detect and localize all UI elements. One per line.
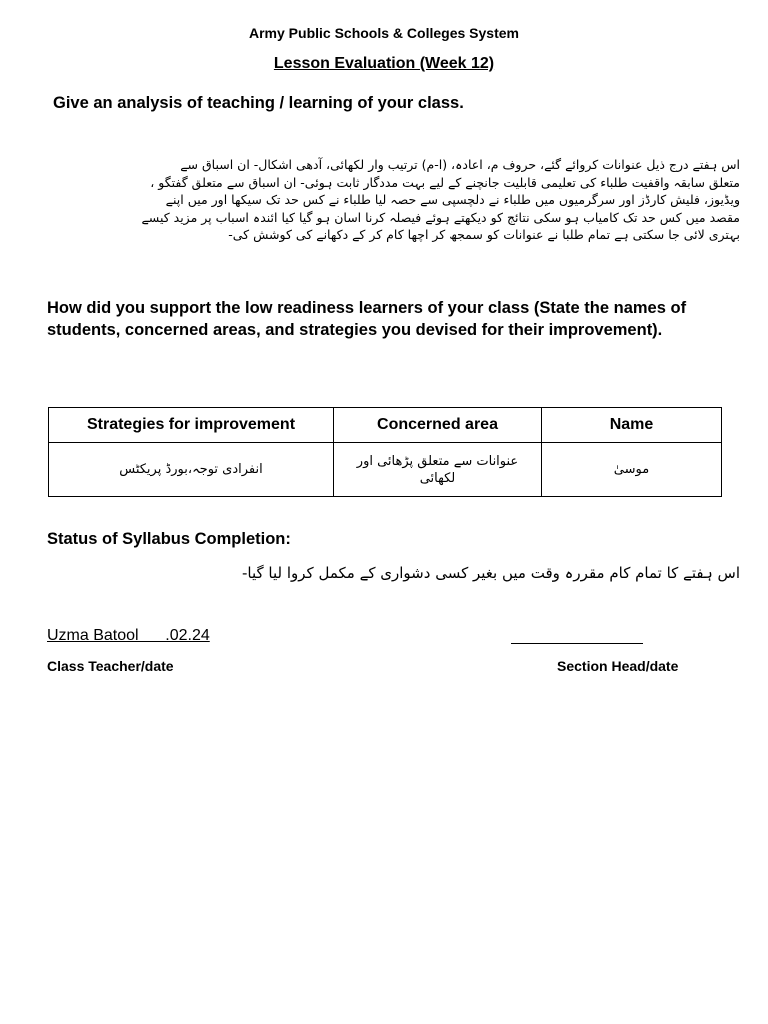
table-header-row	[49, 408, 722, 443]
teacher-name-date: Uzma Batool .02.24	[47, 627, 210, 644]
support-question: How did you support the low readiness learners of your class (State the names of students, concerned areas, and strategies you devised for their improvement).	[47, 299, 687, 339]
strategies-table	[48, 407, 722, 497]
analysis-answer	[45, 156, 740, 244]
column-header-strategies: Strategies for improvement	[49, 408, 334, 443]
analysis-line: اس ہفتے درج ذیل عنوانات کروائے گئے، حروف م، اعادہ، (ا-م) ترتیب وار لکھائی، آدھی اشکال- ان اسباق سے	[180, 157, 740, 172]
table-row	[49, 443, 722, 497]
analysis-question: Give an analysis of teaching / learning of your class.	[53, 94, 464, 112]
analysis-line: متعلق سابقہ واقفیت طلباء کی تعلیمی قابلیت جانچنے کے لیے بہت مددگار ثابت ہوئی- ان اسباق سے متعلق گفتگو ،	[150, 174, 740, 190]
class-teacher-label: Class Teacher/date	[47, 658, 174, 674]
cell-concerned-area: عنوانات سے متعلق پڑھائی اور لکھائی	[334, 443, 542, 497]
syllabus-status-label: Status of Syllabus Completion:	[47, 530, 291, 548]
analysis-line: مقصد میں کس حد تک کامیاب ہو سکی نتائج کو دیکھتے ہوئے فیصلہ کرنا اسان ہو گیا کیا ائندہ اسباب پر مزید کیسے	[141, 209, 740, 225]
school-name: Army Public Schools & Colleges System	[249, 25, 519, 41]
column-header-concerned-area: Concerned area	[334, 408, 542, 443]
cell-strategy: انفرادی توجہ،بورڈ پریکٹس	[49, 443, 334, 497]
section-head-label: Section Head/date	[557, 658, 679, 674]
syllabus-status-text: اس ہفتے کا تمام کام مقررہ وقت میں بغیر کسی دشواری کے مکمل کروا لیا گیا-	[242, 564, 740, 582]
analysis-line: ویڈیوز، فلیش کارڈز اور سرگرمیوں میں طلباء نے دلچسپی سے حصہ لیا طلباء نے کس حد تک سیکھا اور میں اپنے	[165, 192, 740, 207]
page-title: Lesson Evaluation (Week 12)	[273, 55, 495, 72]
section-head-signature-line	[511, 643, 643, 644]
column-header-name: Name	[542, 408, 722, 443]
cell-student-name: موسیٰ	[542, 443, 722, 497]
analysis-line: بہتری لائی جا سکتی ہے تمام طلبا نے عنوانات کو سمجھ کر اچھا کام کر کے دکھانے کی کوشش کی-	[228, 227, 740, 242]
